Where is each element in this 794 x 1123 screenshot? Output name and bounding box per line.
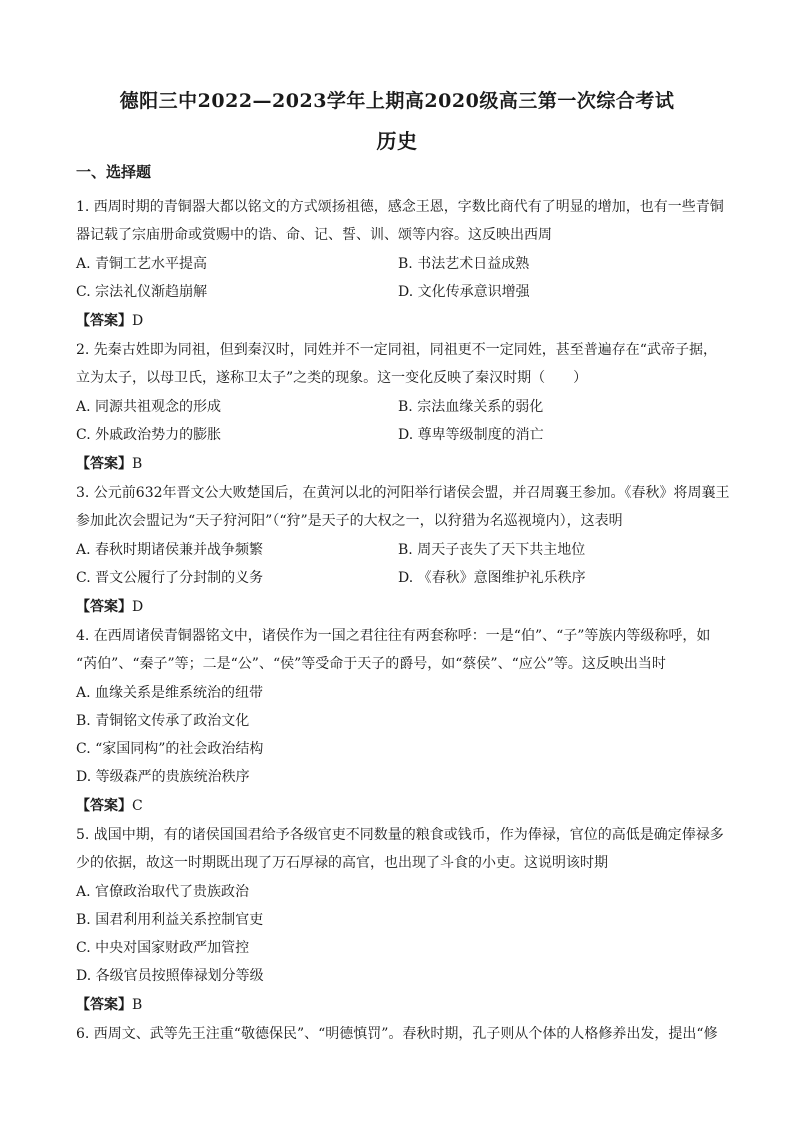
question-2-answer (76, 453, 142, 473)
question-3-option-a: A. 春秋时期诸侯兼并战争频繁 (76, 542, 264, 558)
question-1-option-a: A. 青铜工艺水平提高 (76, 256, 208, 272)
question-2-option-b: B. 宗法血缘关系的弱化 (398, 399, 544, 415)
question-4-option-d: D. 等级森严的贵族统治秩序 (76, 769, 250, 785)
question-2-option-c: C. 外戚政治势力的膨胀 (76, 427, 222, 443)
answer-label: 【答案】 (76, 599, 132, 615)
question-5-option-c: C. 中央对国家财政严加管控 (76, 940, 250, 956)
question-3-option-c: C. 晋文公履行了分封制的义务 (76, 570, 264, 586)
question-5-line-1: 5. 战国中期，有的诸侯国国君给予各级官吏不同数量的粮食或钱币，作为俸禄，官位的高低是确定俸禄多 (76, 827, 724, 843)
question-3-option-d: D. 《春秋》意图维护礼乐秩序 (398, 570, 586, 586)
answer-value: D (132, 599, 144, 615)
question-5-answer (76, 994, 142, 1014)
question-4-option-b: B. 青铜铭文传承了政治文化 (76, 713, 250, 729)
question-3-line-1: 3. 公元前632年晋文公大败楚国后，在黄河以北的河阳举行诸侯会盟，并召周襄王参加。《春秋》将周襄王 (76, 485, 730, 501)
question-4-line-2: “芮伯”、“秦子”等；二是“公”、“侯”等受命于天子的爵号，如“蔡侯”、“应公”等。这反映出当时 (76, 656, 666, 672)
section-heading: 一、选择题 (76, 163, 152, 181)
question-4-line-1: 4. 在西周诸侯青铜器铭文中，诸侯作为一国之君往往有两套称呼：一是“伯”、“子”等族内等级称呼，如 (76, 628, 711, 644)
answer-label: 【答案】 (76, 997, 132, 1013)
question-4-option-c: C. “家国同构”的社会政治结构 (76, 741, 264, 757)
answer-label: 【答案】 (76, 456, 132, 472)
answer-label: 【答案】 (76, 798, 132, 814)
question-3-answer (76, 596, 143, 616)
answer-value: B (132, 456, 143, 472)
question-5-option-a: A. 官僚政治取代了贵族政治 (76, 884, 250, 900)
question-1-line-2: 器记载了宗庙册命或赏赐中的诰、命、记、誓、训、颂等内容。这反映出西周 (76, 227, 552, 243)
question-2-line-1: 2. 先秦古姓即为同祖，但到秦汉时，同姓并不一定同祖，同祖更不一定同姓，甚至普遍存在“武帝子据， (76, 342, 717, 358)
question-2-option-a: A. 同源共祖观念的形成 (76, 399, 222, 415)
question-5-line-2: 少的依据，故这一时期既出现了万石厚禄的高官，也出现了斗食的小吏。这说明该时期 (76, 855, 608, 871)
question-2-option-d: D. 尊卑等级制度的消亡 (398, 427, 544, 443)
document-subtitle: 历史 (376, 129, 418, 153)
question-6-line-1: 6. 西周文、武等先王注重“敬德保民”、“明德慎罚”。春秋时期，孔子则从个体的人格修养出发，提出“修 (76, 1026, 718, 1042)
question-5-option-d: D. 各级官员按照俸禄划分等级 (76, 968, 264, 984)
question-5-option-b: B. 国君利用利益关系控制官吏 (76, 912, 264, 928)
answer-label: 【答案】 (76, 313, 132, 329)
answer-value: C (132, 798, 143, 814)
question-1-answer (76, 310, 143, 330)
question-2-line-2: 立为太子，以母卫氏，遂称卫太子”之类的现象。这一变化反映了秦汉时期（ ） (76, 370, 588, 386)
question-4-option-a: A. 血缘关系是维系统治的纽带 (76, 685, 264, 701)
question-1-line-1: 1. 西周时期的青铜器大都以铭文的方式颂扬祖德，感念王恩，字数比商代有了明显的增加，也有一些青铜 (76, 199, 724, 215)
document-title: 德阳三中2022—2023学年上期高2020级高三第一次综合考试 (119, 90, 675, 112)
question-3-option-b: B. 周天子丧失了天下共主地位 (398, 542, 586, 558)
question-4-answer (76, 795, 143, 815)
question-1-option-d: D. 文化传承意识增强 (398, 284, 530, 300)
question-1-option-c: C. 宗法礼仪渐趋崩解 (76, 284, 208, 300)
question-3-line-2: 参加此次会盟记为“天子狩河阳”（“狩”是天子的大权之一，以狩猎为名巡视境内），这表明 (76, 513, 623, 529)
answer-value: D (132, 313, 144, 329)
question-1-option-b: B. 书法艺术日益成熟 (398, 256, 530, 272)
answer-value: B (132, 997, 143, 1013)
